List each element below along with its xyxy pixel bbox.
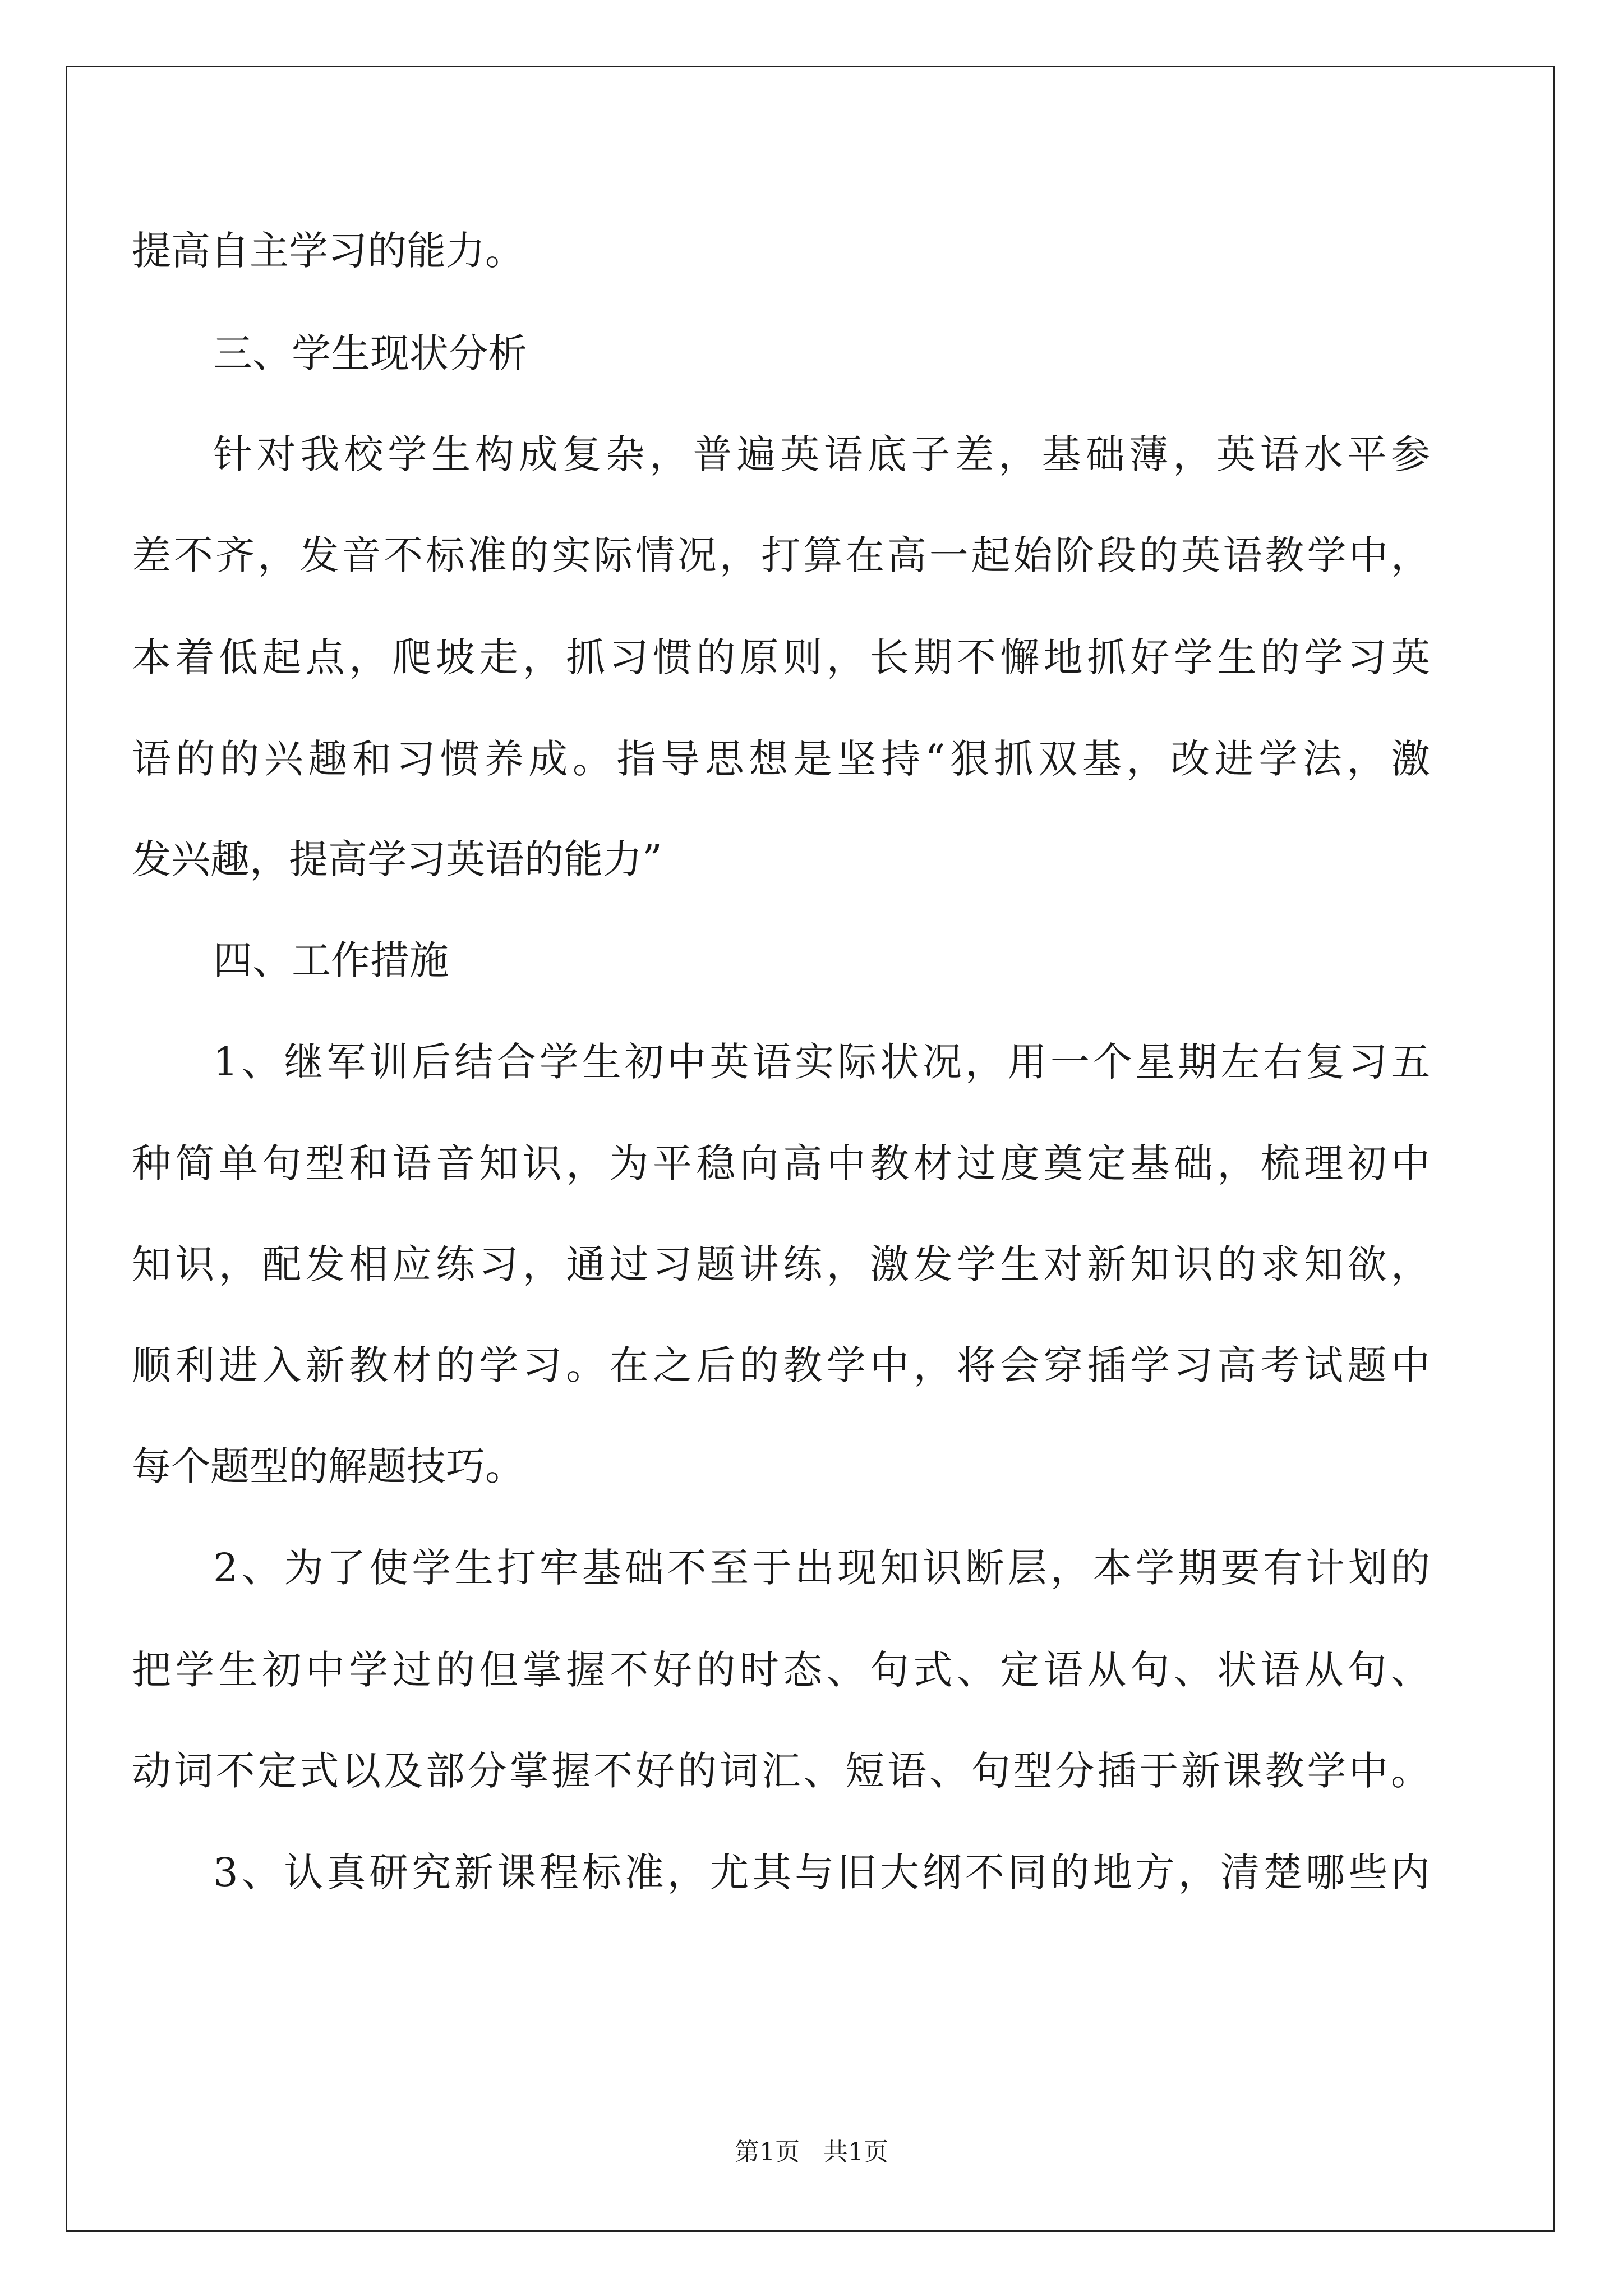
text-line: 差不齐，发音不标准的实际情况，打算在高一起始阶段的英语教学中， xyxy=(132,532,1430,578)
text-line: 针对我校学生构成复杂，普遍英语底子差，基础薄，英语水平参 xyxy=(213,431,1430,477)
text-line: 2、为了使学生打牢基础不至于出现知识断层，本学期要有计划的 xyxy=(213,1545,1430,1591)
text-line: 顺利进入新教材的学习。在之后的教学中，将会穿插学习高考试题中 xyxy=(132,1342,1430,1388)
text-line: 知识，配发相应练习，通过习题讲练，激发学生对新知识的求知欲， xyxy=(132,1241,1430,1287)
text-line: 动词不定式以及部分掌握不好的词汇、短语、句型分插于新课教学中。 xyxy=(132,1748,1430,1794)
text-line: 本着低起点，爬坡走，抓习惯的原则，长期不懈地抓好学生的学习英 xyxy=(132,634,1430,680)
text-line: 1、继军训后结合学生初中英语实际状况，用一个星期左右复习五 xyxy=(213,1039,1430,1085)
text-line: 发兴趣，提高学习英语的能力” xyxy=(132,836,662,882)
text-line: 把学生初中学过的但掌握不好的时态、句式、定语从句、状语从句、 xyxy=(132,1647,1430,1693)
text-line: 语的的兴趣和习惯养成。指导思想是坚持“狠抓双基，改进学法，激 xyxy=(132,736,1430,782)
section-heading: 四、工作措施 xyxy=(213,937,449,983)
section-heading: 三、学生现状分析 xyxy=(213,330,527,376)
text-line: 3、认真研究新课程标准，尤其与旧大纲不同的地方，清楚哪些内 xyxy=(213,1849,1430,1895)
page-footer: 第1页 共1页 xyxy=(735,2138,888,2166)
text-line: 每个题型的解题技巧。 xyxy=(132,1443,524,1489)
text-line: 提高自主学习的能力。 xyxy=(132,228,524,274)
text-line: 种简单句型和语音知识，为平稳向高中教材过度奠定基础，梳理初中 xyxy=(132,1140,1430,1186)
